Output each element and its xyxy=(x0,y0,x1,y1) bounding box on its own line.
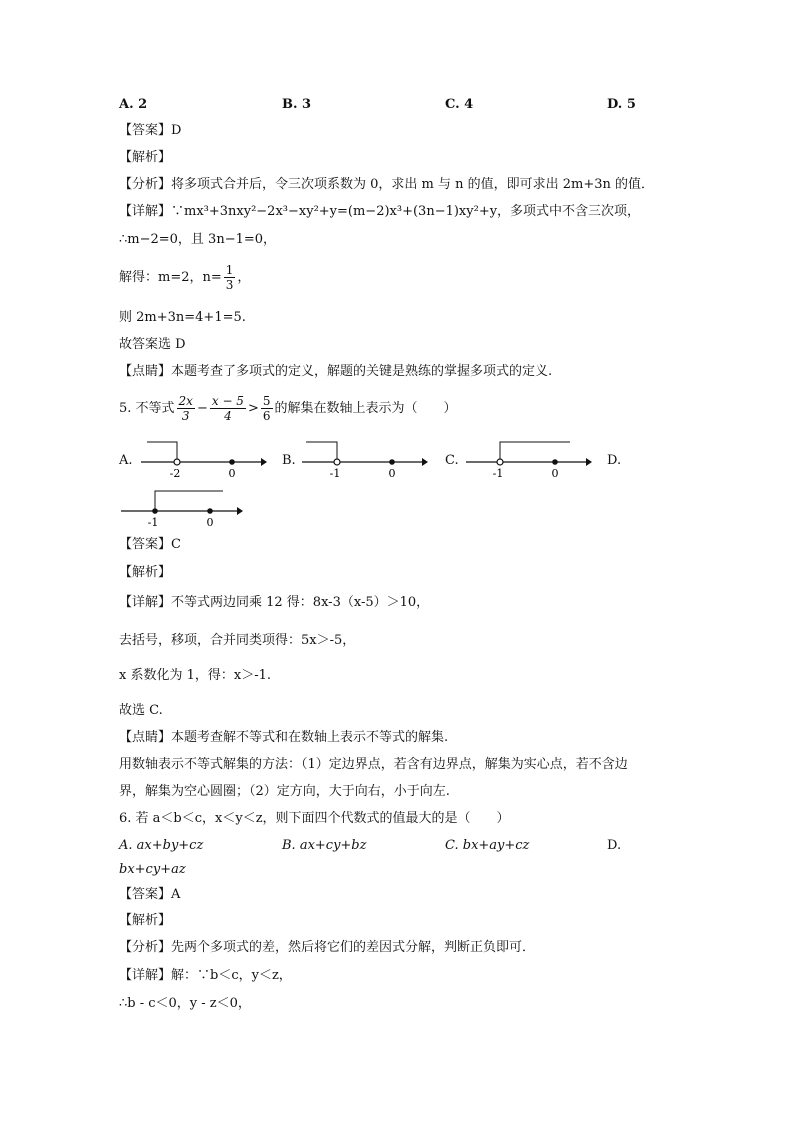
tick-label-right: 0 xyxy=(206,516,214,529)
q5-minus: − xyxy=(196,401,208,416)
q5-option-a-numberline xyxy=(137,438,269,480)
q5-f3-den: 6 xyxy=(262,409,271,423)
axis-arrow xyxy=(422,458,428,466)
q4-fenxi: 【分析】将多项式合并后，令三次项系数为 0，求出 m 与 n 的值，即可求出 2m+3n 的值． xyxy=(119,177,655,192)
q4-step4: 故答案选 D xyxy=(119,337,186,352)
q6-step1: ∴b - c＜0，y - z＜0， xyxy=(119,996,251,1011)
solid-point xyxy=(229,459,235,465)
q4-step3: 则 2m+3n=4+1=5. xyxy=(119,310,246,325)
q5-comment-3: 界，解集为空心圆圈；（2）定方向，大于向右，小于向左. xyxy=(119,784,450,799)
q5-option-b-label: B. xyxy=(282,453,296,468)
q4-answer: 【答案】D xyxy=(119,123,182,138)
tick-label-right: 0 xyxy=(388,467,396,480)
q5-frac-1 xyxy=(177,394,195,423)
open-point xyxy=(334,459,340,465)
q4-detail: 【详解】∵mx³+3nxy²−2x³−xy²+y=(m−2)x³+(3n−1)xy²+y，多项式中不含三次项， xyxy=(119,204,641,219)
q5-stem xyxy=(119,389,457,429)
q5-f3-num: 5 xyxy=(262,394,271,408)
q6-option-d: D. xyxy=(607,838,622,853)
q4-solve-line xyxy=(119,260,250,296)
solution-bracket xyxy=(500,442,570,462)
q6-option-a: A. ax+by+cz xyxy=(119,838,204,853)
q5-comment-2: 用数轴表示不等式解集的方法：（1）定边界点，若含有边界点，解集为实心点，若不含边 xyxy=(119,757,628,772)
solid-point xyxy=(389,459,395,465)
q5-gt: > xyxy=(247,401,259,416)
q5-f1-den: 3 xyxy=(181,409,190,423)
solid-point-left xyxy=(152,508,158,514)
q5-analysis-heading: 【解析】 xyxy=(119,565,172,580)
tick-label-right: 0 xyxy=(228,467,236,480)
tick-label-left: -1 xyxy=(329,467,341,480)
q4-comment: 【点睛】本题考查了多项式的定义，解题的关键是熟练的掌握多项式的定义. xyxy=(119,364,553,379)
q6-fenxi: 【分析】先两个多项式的差，然后将它们的差因式分解，判断正负即可． xyxy=(119,940,536,955)
tick-label-left: -1 xyxy=(147,516,159,529)
axis-arrow xyxy=(586,458,592,466)
axis-arrow xyxy=(261,458,267,466)
q5-frac-3 xyxy=(261,394,273,423)
q4-analysis-heading: 【解析】 xyxy=(119,150,172,165)
q5-option-a-label: A. xyxy=(119,453,133,468)
q4-fraction xyxy=(224,263,236,292)
q5-frac-2 xyxy=(210,394,246,423)
tick-label-left: -2 xyxy=(169,467,181,480)
q6-option-b: B. ax+cy+bz xyxy=(282,838,367,853)
q5-option-d-numberline xyxy=(119,487,247,529)
q5-option-c-label: C. xyxy=(445,453,459,468)
q6-stem: 6. 若 a＜b＜c，x＜y＜z，则下面四个代数式的值最大的是（ ） xyxy=(119,811,510,826)
open-point xyxy=(174,459,180,465)
q4-frac-den: 3 xyxy=(225,278,234,292)
solution-bracket xyxy=(306,442,337,462)
q5-step1: 去括号，移项，合并同类项得：5x＞-5， xyxy=(119,633,356,648)
q6-analysis-heading: 【解析】 xyxy=(119,913,172,928)
solid-point xyxy=(552,459,558,465)
q5-f1-num: 2x xyxy=(178,394,193,408)
q5-suffix: 的解集在数轴上表示为（ ） xyxy=(274,401,457,416)
q4-frac-num: 1 xyxy=(225,263,234,277)
q5-detail: 【详解】不等式两边同乘 12 得：8x-3（x-5）＞10， xyxy=(119,595,430,610)
q4-option-b: B. 3 xyxy=(282,97,312,112)
q5-option-b-numberline xyxy=(298,438,430,480)
q5-option-d-label: D. xyxy=(607,453,622,468)
q4-step1: ∴m−2=0，且 3n−1=0， xyxy=(119,232,277,247)
q4-solve-suffix: ， xyxy=(237,270,251,285)
q4-option-a: A. 2 xyxy=(119,97,148,112)
solid-point xyxy=(207,508,213,514)
q6-answer: 【答案】A xyxy=(119,887,181,902)
axis-arrow xyxy=(237,507,243,515)
q4-solve-prefix: 解得：m=2，n= xyxy=(119,270,222,285)
q5-f2-num: x − 5 xyxy=(211,394,244,408)
tick-label-right: 0 xyxy=(551,467,559,480)
q5-step2: x 系数化为 1，得：x＞-1. xyxy=(119,668,271,683)
open-point xyxy=(497,459,503,465)
q4-option-d: D. 5 xyxy=(607,97,636,112)
q5-comment: 【点睛】本题考查解不等式和在数轴上表示不等式的解集. xyxy=(119,730,449,745)
solution-bracket xyxy=(147,442,177,462)
q5-step3: 故选 C. xyxy=(119,703,163,718)
tick-label-left: -1 xyxy=(492,467,504,480)
q4-option-c: C. 4 xyxy=(445,97,474,112)
q6-option-d-continued: bx+cy+az xyxy=(119,862,186,877)
solution-bracket xyxy=(155,491,223,511)
q5-f2-den: 4 xyxy=(224,409,232,423)
q6-option-c: C. bx+ay+cz xyxy=(445,838,530,853)
q5-prefix: 5. 不等式 xyxy=(119,401,175,416)
q6-detail: 【详解】解：∵b＜c，y＜z， xyxy=(119,968,292,983)
q5-option-c-numberline xyxy=(462,438,594,480)
q5-answer: 【答案】C xyxy=(119,537,181,552)
